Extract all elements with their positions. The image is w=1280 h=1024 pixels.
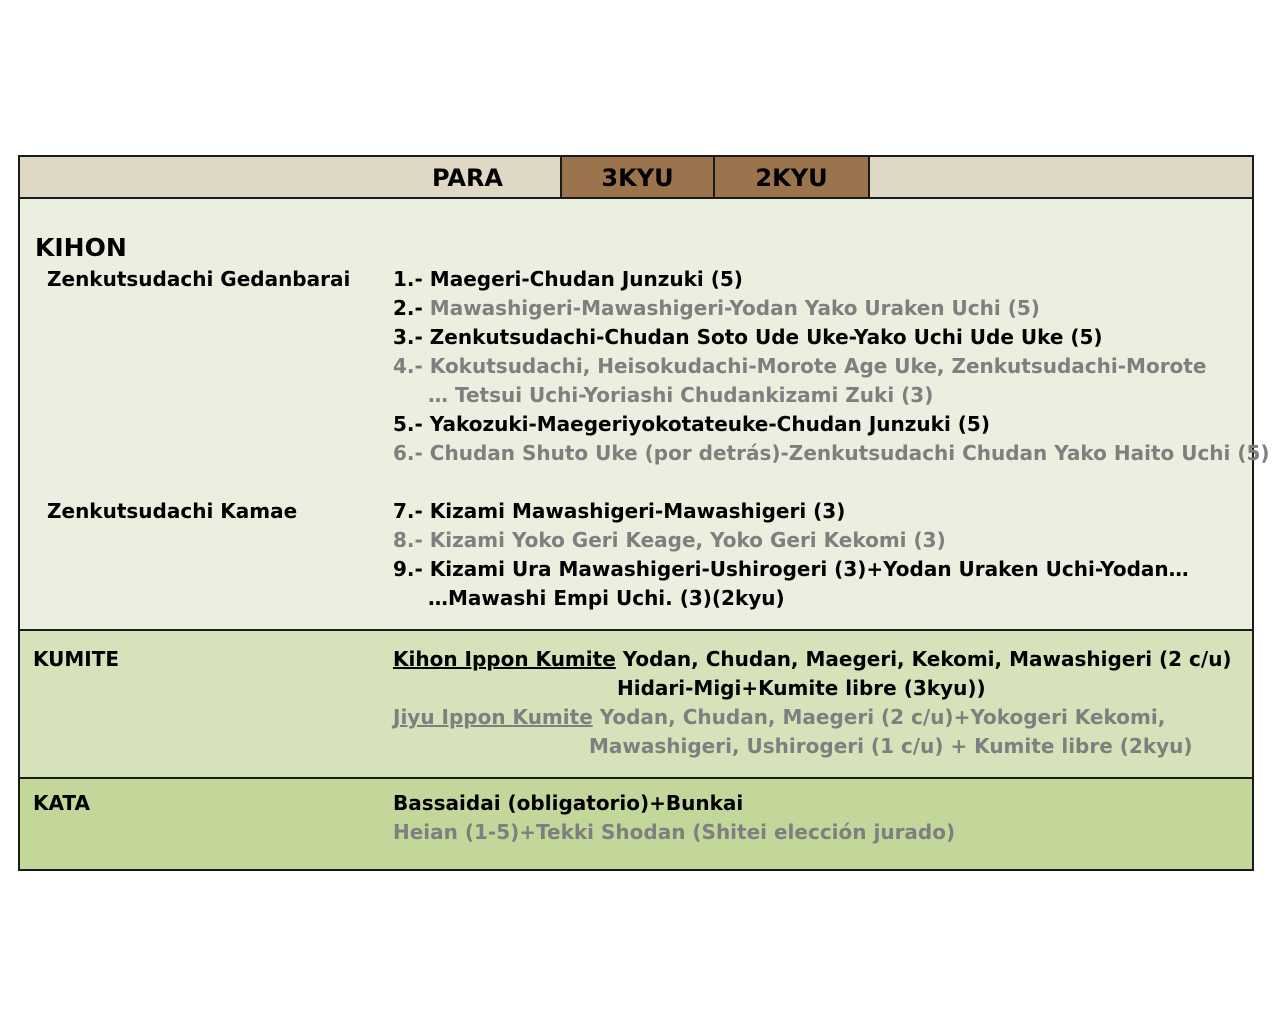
jiyu-ippon-text: Yodan, Chudan, Maegeri (2 c/u)+Yokogeri Kekomi, <box>592 705 1166 729</box>
item-text: Kizami Ura Mawashigeri-Ushirogeri (3)+Yodan Uraken Uchi-Yodan… <box>429 557 1189 581</box>
kata-section <box>18 779 1254 871</box>
kihon-item-3 <box>393 325 1103 349</box>
header-2kyu: 2KYU <box>715 157 870 197</box>
item-text: Mawashigeri-Mawashigeri-Yodan Yako Uraken Uchi (5) <box>429 296 1040 320</box>
kihon-title: KIHON <box>35 233 127 262</box>
header-3kyu: 3KYU <box>560 157 715 197</box>
item-text: Chudan Shuto Uke (por detrás)-Zenkutsudachi Chudan Yako Haito Uchi (5) <box>429 441 1270 465</box>
kata-title: KATA <box>33 791 90 815</box>
kihon-item-1 <box>393 267 743 291</box>
kihon-group-gedanbarai: Zenkutsudachi Gedanbarai <box>47 267 351 291</box>
kihon-item-4-continued: … Tetsui Uchi-Yoriashi Chudankizami Zuki (3) <box>428 383 934 407</box>
jiyu-ippon-line <box>393 705 1165 729</box>
kata-line-1: Bassaidai (obligatorio)+Bunkai <box>393 791 744 815</box>
kata-line-2: Heian (1-5)+Tekki Shodan (Shitei elección jurado) <box>393 820 956 844</box>
item-text: Kizami Mawashigeri-Mawashigeri (3) <box>429 499 846 523</box>
item-number: 5.- <box>393 412 423 436</box>
item-number: 3.- <box>393 325 423 349</box>
kihon-item-2 <box>393 296 1040 320</box>
item-text: Zenkutsudachi-Chudan Soto Ude Uke-Yako Uchi Ude Uke (5) <box>429 325 1103 349</box>
jiyu-ippon-continued: Mawashigeri, Ushirogeri (1 c/u) + Kumite libre (2kyu) <box>589 734 1193 758</box>
item-number: 2.- <box>393 296 423 320</box>
kihon-item-5 <box>393 412 990 436</box>
item-number: 4.- <box>393 354 423 378</box>
item-number: 6.- <box>393 441 423 465</box>
kihon-item-4 <box>393 354 1206 378</box>
header-para: PARA <box>431 164 503 192</box>
kihon-item-7 <box>393 499 845 523</box>
kihon-ippon-label: Kihon Ippon Kumite <box>393 647 616 671</box>
kihon-group-kamae: Zenkutsudachi Kamae <box>47 499 298 523</box>
item-text: Kizami Yoko Geri Keage, Yoko Geri Kekomi <box>429 528 907 552</box>
kihon-item-9 <box>393 557 1189 581</box>
header-row <box>18 155 1254 199</box>
item-number: 1.- <box>393 267 423 291</box>
jiyu-ippon-label: Jiyu Ippon Kumite <box>393 705 593 729</box>
item-text: Maegeri-Chudan Junzuki (5) <box>429 267 743 291</box>
kihon-item-9-continued: …Mawashi Empi Uchi. (3)(2kyu) <box>428 586 785 610</box>
item-number: 9.- <box>393 557 423 581</box>
item-number: 7.- <box>393 499 423 523</box>
kumite-title: KUMITE <box>33 647 120 671</box>
kihon-ippon-text: Yodan, Chudan, Maegeri, Kekomi, Mawashigeri (2 c/u) <box>615 647 1232 671</box>
item-number: 8.- <box>393 528 423 552</box>
kihon-item-6 <box>393 441 1270 465</box>
kumite-section <box>18 631 1254 779</box>
kihon-section <box>18 199 1270 631</box>
kihon-ippon-line <box>393 647 1232 671</box>
item-text: Kokutsudachi, Heisokudachi-Morote Age Uke, Zenkutsudachi-Morote <box>429 354 1207 378</box>
item-text: Yakozuki-Maegeriyokotateuke-Chudan Junzuki (5) <box>429 412 990 436</box>
item-suffix: (3) <box>906 528 946 552</box>
exam-sheet <box>18 155 1270 871</box>
kihon-item-8 <box>393 528 946 552</box>
kihon-ippon-continued: Hidari-Migi+Kumite libre (3kyu)) <box>617 676 986 700</box>
